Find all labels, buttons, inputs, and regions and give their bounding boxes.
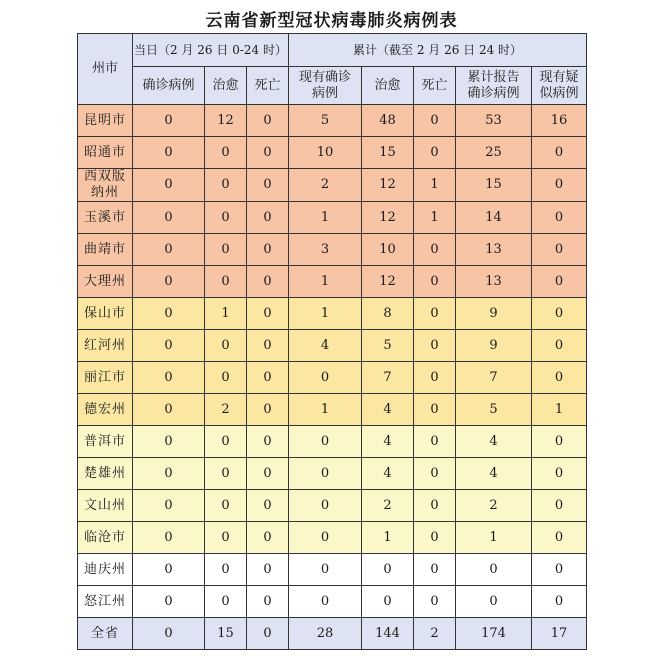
value-cell: 0 [247,234,289,266]
value-cell: 0 [133,105,205,137]
city-cell: 怒江州 [78,586,133,618]
value-cell: 0 [247,202,289,234]
header-col-line: 确诊病例 [142,77,195,93]
value-cell: 1 [289,266,362,298]
table-row [78,522,587,554]
value-cell: 0 [133,266,205,298]
header-col-line: 现有疑 [539,69,579,85]
city-cell: 楚雄州 [78,458,133,490]
header-col-line: 治愈 [374,77,401,93]
value-cell: 0 [414,362,456,394]
header-col-6 [456,67,532,105]
value-cell: 0 [414,490,456,522]
header-col-2 [247,67,289,105]
value-cell: 0 [133,586,205,618]
table-row [78,169,587,202]
value-cell: 0 [133,298,205,330]
value-cell: 0 [532,522,587,554]
value-cell: 4 [362,458,414,490]
value-cell: 7 [362,362,414,394]
value-cell: 0 [414,105,456,137]
header-col-line: 现有确诊 [298,69,351,85]
city-cell: 红河州 [78,330,133,362]
city-cell: 迪庆州 [78,554,133,586]
table-row [78,362,587,394]
value-cell: 15 [362,137,414,169]
value-cell: 4 [456,426,532,458]
value-cell: 0 [133,169,205,202]
cases-table [77,33,587,650]
value-cell: 0 [205,137,247,169]
table-row [78,554,587,586]
value-cell: 0 [133,137,205,169]
value-cell: 0 [414,330,456,362]
value-cell: 0 [532,298,587,330]
value-cell: 0 [532,137,587,169]
value-cell: 0 [414,298,456,330]
value-cell: 9 [456,330,532,362]
value-cell: 0 [289,554,362,586]
header-col-line: 治愈 [212,77,239,93]
header-col-line: 死亡 [254,77,281,93]
value-cell: 0 [414,394,456,426]
value-cell: 0 [414,458,456,490]
value-cell: 4 [362,394,414,426]
value-cell: 0 [456,554,532,586]
value-cell: 0 [133,554,205,586]
value-cell: 3 [289,234,362,266]
value-cell: 0 [205,426,247,458]
value-cell: 0 [532,490,587,522]
value-cell: 10 [362,234,414,266]
value-cell: 0 [247,266,289,298]
value-cell: 28 [289,618,362,650]
value-cell: 0 [247,458,289,490]
header-col-line: 累计报告 [467,69,520,85]
value-cell: 0 [133,234,205,266]
value-cell: 0 [247,618,289,650]
value-cell: 0 [205,522,247,554]
value-cell: 0 [247,298,289,330]
value-cell: 0 [414,586,456,618]
value-cell: 1 [205,298,247,330]
value-cell: 1 [289,202,362,234]
table-row [78,490,587,522]
value-cell: 2 [205,394,247,426]
value-cell: 0 [289,490,362,522]
city-cell: 丽江市 [78,362,133,394]
value-cell: 0 [133,426,205,458]
value-cell: 9 [456,298,532,330]
header-col-7 [532,67,587,105]
value-cell: 0 [205,490,247,522]
value-cell: 0 [532,234,587,266]
value-cell: 0 [133,522,205,554]
value-cell: 7 [456,362,532,394]
city-cell: 昆明市 [78,105,133,137]
value-cell: 0 [532,586,587,618]
value-cell: 2 [289,169,362,202]
value-cell: 0 [289,586,362,618]
value-cell: 0 [205,234,247,266]
value-cell: 5 [362,330,414,362]
value-cell: 2 [414,618,456,650]
city-cell: 德宏州 [78,394,133,426]
table-row [78,266,587,298]
value-cell: 1 [362,522,414,554]
value-cell: 0 [456,586,532,618]
city-cell: 曲靖市 [78,234,133,266]
table-row [78,426,587,458]
header-col-line: 死亡 [421,77,448,93]
value-cell: 0 [205,458,247,490]
value-cell: 0 [414,522,456,554]
value-cell: 0 [532,458,587,490]
value-cell: 2 [456,490,532,522]
header-col-line: 病例 [311,85,338,101]
value-cell: 0 [532,426,587,458]
value-cell: 0 [362,554,414,586]
value-cell: 0 [205,169,247,202]
value-cell: 12 [362,266,414,298]
value-cell: 1 [289,298,362,330]
value-cell: 0 [414,266,456,298]
city-cell: 普洱市 [78,426,133,458]
value-cell: 0 [247,394,289,426]
value-cell: 4 [456,458,532,490]
value-cell: 13 [456,234,532,266]
city-cell: 全省 [78,618,133,650]
table-row [78,330,587,362]
value-cell: 0 [532,330,587,362]
table-row [78,394,587,426]
header-col-3 [289,67,362,105]
value-cell: 0 [247,169,289,202]
city-cell: 玉溪市 [78,202,133,234]
table-row [78,458,587,490]
table-row [78,586,587,618]
value-cell: 12 [362,169,414,202]
city-cell: 大理州 [78,266,133,298]
city-cell: 昭通市 [78,137,133,169]
city-line: 西双版 [83,169,126,184]
value-cell: 16 [532,105,587,137]
table-row [78,298,587,330]
value-cell: 0 [247,137,289,169]
header-cumulative-group: 累计（截至 2 月 26 日 24 时） [289,34,587,67]
value-cell: 10 [289,137,362,169]
city-cell: 临沧市 [78,522,133,554]
value-cell: 0 [205,330,247,362]
value-cell: 0 [133,202,205,234]
header-col-line: 确诊病例 [467,85,520,101]
value-cell: 174 [456,618,532,650]
value-cell: 0 [205,554,247,586]
value-cell: 0 [133,394,205,426]
value-cell: 0 [247,105,289,137]
value-cell: 144 [362,618,414,650]
value-cell: 0 [133,490,205,522]
header-city: 州市 [78,34,133,105]
header-col-5 [414,67,456,105]
value-cell: 5 [456,394,532,426]
value-cell: 0 [532,169,587,202]
city-cell: 保山市 [78,298,133,330]
table-row [78,618,587,650]
table-row [78,105,587,137]
city-cell: 文山州 [78,490,133,522]
header-col-line: 似病例 [539,85,579,101]
value-cell: 0 [414,554,456,586]
value-cell: 53 [456,105,532,137]
city-line: 纳州 [90,185,119,200]
table-row [78,234,587,266]
value-cell: 0 [289,458,362,490]
value-cell: 13 [456,266,532,298]
value-cell: 15 [456,169,532,202]
value-cell: 1 [532,394,587,426]
value-cell: 0 [205,202,247,234]
value-cell: 0 [414,234,456,266]
header-col-4 [362,67,414,105]
value-cell: 0 [362,586,414,618]
value-cell: 0 [133,362,205,394]
header-col-0 [133,67,205,105]
value-cell: 25 [456,137,532,169]
value-cell: 0 [247,426,289,458]
value-cell: 0 [289,522,362,554]
value-cell: 0 [414,137,456,169]
value-cell: 0 [247,362,289,394]
value-cell: 0 [247,554,289,586]
value-cell: 4 [289,330,362,362]
header-col-1 [205,67,247,105]
value-cell: 0 [414,426,456,458]
page-title: 云南省新型冠状病毒肺炎病例表 [205,11,458,31]
value-cell: 8 [362,298,414,330]
value-cell: 12 [205,105,247,137]
value-cell: 1 [289,394,362,426]
header-today-group: 当日（2 月 26 日 0-24 时） [133,34,289,67]
value-cell: 12 [362,202,414,234]
value-cell: 0 [133,618,205,650]
value-cell: 48 [362,105,414,137]
value-cell: 14 [456,202,532,234]
value-cell: 0 [532,554,587,586]
value-cell: 0 [532,266,587,298]
value-cell: 5 [289,105,362,137]
value-cell: 0 [205,266,247,298]
value-cell: 0 [205,362,247,394]
value-cell: 0 [133,330,205,362]
value-cell: 1 [414,202,456,234]
value-cell: 0 [247,522,289,554]
value-cell: 1 [414,169,456,202]
value-cell: 17 [532,618,587,650]
value-cell: 0 [247,490,289,522]
value-cell: 0 [247,330,289,362]
value-cell: 2 [362,490,414,522]
value-cell: 0 [532,202,587,234]
value-cell: 1 [456,522,532,554]
value-cell: 0 [289,362,362,394]
value-cell: 0 [205,586,247,618]
value-cell: 4 [362,426,414,458]
value-cell: 0 [133,458,205,490]
value-cell: 0 [532,362,587,394]
value-cell: 0 [247,586,289,618]
city-cell [78,169,133,202]
table-row [78,202,587,234]
table-row [78,137,587,169]
value-cell: 0 [289,426,362,458]
value-cell: 15 [205,618,247,650]
